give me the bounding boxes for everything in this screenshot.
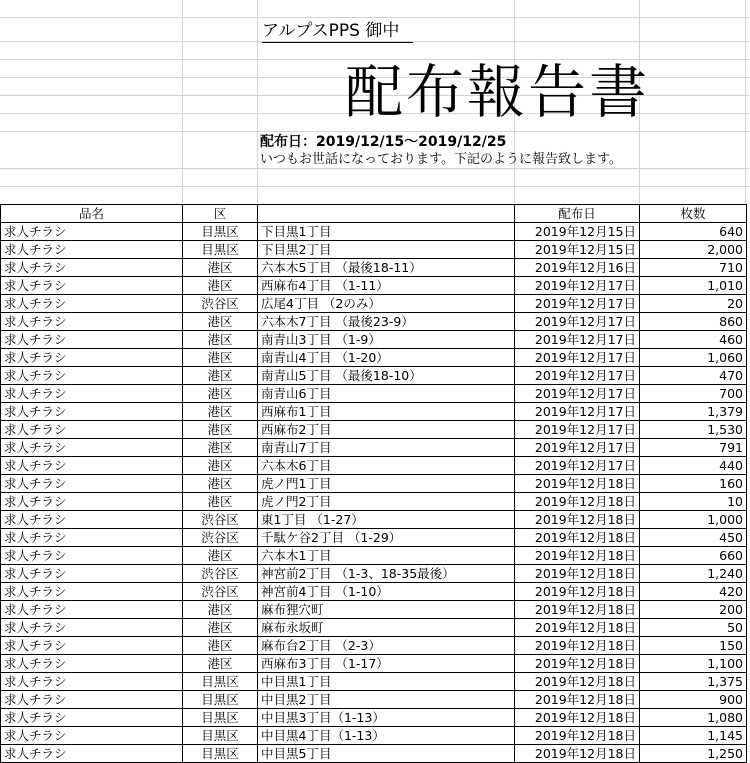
table-row xyxy=(1,529,747,547)
cell-ward[interactable]: 目黒区 xyxy=(183,727,258,745)
gridline xyxy=(0,17,750,18)
cell-area[interactable]: 南青山6丁目 xyxy=(258,385,515,403)
cell-count[interactable]: 640 xyxy=(640,223,747,241)
cell-ward[interactable]: 港区 xyxy=(183,655,258,673)
table-row xyxy=(1,673,747,691)
cell-area[interactable]: 中目黒3丁目（1-13） xyxy=(258,709,515,727)
cell-count[interactable]: 150 xyxy=(640,637,747,655)
cell-item[interactable]: 求人チラシ xyxy=(1,349,183,367)
cell-date[interactable]: 2019年12月18日 xyxy=(515,673,640,691)
cell-item[interactable]: 求人チラシ xyxy=(1,259,183,277)
cell-date[interactable]: 2019年12月18日 xyxy=(515,601,640,619)
cell-ward[interactable]: 目黒区 xyxy=(183,709,258,727)
cell-area[interactable]: 広尾4丁目 （2のみ） xyxy=(258,295,515,313)
table-row xyxy=(1,385,747,403)
cell-item[interactable]: 求人チラシ xyxy=(1,403,183,421)
cell-count[interactable]: 440 xyxy=(640,457,747,475)
cell-area[interactable]: 西麻布3丁目 （1-17） xyxy=(258,655,515,673)
cell-ward[interactable]: 港区 xyxy=(183,457,258,475)
cell-ward[interactable]: 港区 xyxy=(183,421,258,439)
gridline xyxy=(0,186,750,187)
cell-count[interactable]: 200 xyxy=(640,601,747,619)
cell-item[interactable]: 求人チラシ xyxy=(1,583,183,601)
cell-count[interactable]: 470 xyxy=(640,367,747,385)
cell-item[interactable]: 求人チラシ xyxy=(1,547,183,565)
cell-count[interactable]: 1,060 xyxy=(640,349,747,367)
cell-count[interactable]: 1,375 xyxy=(640,673,747,691)
cell-date[interactable]: 2019年12月17日 xyxy=(515,367,640,385)
cell-area[interactable]: 六本木1丁目 xyxy=(258,547,515,565)
cell-date[interactable]: 2019年12月18日 xyxy=(515,619,640,637)
cell-ward[interactable]: 港区 xyxy=(183,259,258,277)
cell-count[interactable]: 10 xyxy=(640,493,747,511)
cell-item[interactable]: 求人チラシ xyxy=(1,313,183,331)
cell-area[interactable]: 虎ノ門2丁目 xyxy=(258,493,515,511)
cell-count[interactable]: 1,379 xyxy=(640,403,747,421)
cell-item[interactable]: 求人チラシ xyxy=(1,385,183,403)
cell-ward[interactable]: 目黒区 xyxy=(183,745,258,763)
cell-area[interactable]: 南青山5丁目 （最後18-10） xyxy=(258,367,515,385)
cell-area[interactable]: 下目黒2丁目 xyxy=(258,241,515,259)
cell-count[interactable]: 1,530 xyxy=(640,421,747,439)
cell-ward[interactable]: 港区 xyxy=(183,277,258,295)
cell-date[interactable]: 2019年12月18日 xyxy=(515,691,640,709)
cell-ward[interactable]: 港区 xyxy=(183,637,258,655)
cell-ward[interactable]: 港区 xyxy=(183,475,258,493)
cell-area[interactable]: 麻布狸穴町 xyxy=(258,601,515,619)
cell-date[interactable]: 2019年12月17日 xyxy=(515,349,640,367)
cell-date[interactable]: 2019年12月18日 xyxy=(515,511,640,529)
table-row xyxy=(1,475,747,493)
table-row xyxy=(1,457,747,475)
table-row xyxy=(1,331,747,349)
report-table xyxy=(0,204,747,763)
table-row xyxy=(1,223,747,241)
cell-area[interactable]: 中目黒1丁目 xyxy=(258,673,515,691)
cell-item[interactable]: 求人チラシ xyxy=(1,295,183,313)
cell-count[interactable]: 710 xyxy=(640,259,747,277)
cell-item[interactable]: 求人チラシ xyxy=(1,331,183,349)
cell-item[interactable]: 求人チラシ xyxy=(1,457,183,475)
cell-date[interactable]: 2019年12月18日 xyxy=(515,547,640,565)
cell-area[interactable]: 西麻布4丁目 （1-11） xyxy=(258,277,515,295)
cell-count[interactable]: 460 xyxy=(640,331,747,349)
greeting-text: いつもお世話になっております。下記のように報告致します。 xyxy=(260,152,622,167)
cell-item[interactable]: 求人チラシ xyxy=(1,241,183,259)
cell-area[interactable]: 中目黒2丁目 xyxy=(258,691,515,709)
cell-ward[interactable]: 港区 xyxy=(183,619,258,637)
cell-area[interactable]: 南青山3丁目 （1-9） xyxy=(258,331,515,349)
cell-item[interactable]: 求人チラシ xyxy=(1,277,183,295)
cell-item[interactable]: 求人チラシ xyxy=(1,475,183,493)
table-row xyxy=(1,295,747,313)
cell-date[interactable]: 2019年12月18日 xyxy=(515,583,640,601)
table-row xyxy=(1,637,747,655)
cell-area[interactable]: 神宮前2丁目 （1-3、18-35最後） xyxy=(258,565,515,583)
cell-date[interactable]: 2019年12月16日 xyxy=(515,259,640,277)
table-row xyxy=(1,709,747,727)
cell-count[interactable]: 1,240 xyxy=(640,565,747,583)
cell-ward[interactable]: 港区 xyxy=(183,601,258,619)
cell-date[interactable]: 2019年12月18日 xyxy=(515,655,640,673)
cell-count[interactable]: 860 xyxy=(640,313,747,331)
cell-ward[interactable]: 渋谷区 xyxy=(183,583,258,601)
cell-count[interactable]: 420 xyxy=(640,583,747,601)
cell-item[interactable]: 求人チラシ xyxy=(1,709,183,727)
table-row xyxy=(1,403,747,421)
cell-date[interactable]: 2019年12月18日 xyxy=(515,709,640,727)
cell-count[interactable]: 20 xyxy=(640,295,747,313)
column-header-date[interactable]: 配布日 xyxy=(515,205,640,223)
table-row xyxy=(1,313,747,331)
table-row xyxy=(1,421,747,439)
cell-date[interactable]: 2019年12月15日 xyxy=(515,223,640,241)
addressee: アルプスPPS 御中 xyxy=(262,20,413,43)
cell-area[interactable]: 南青山7丁目 xyxy=(258,439,515,457)
gridline xyxy=(257,0,258,204)
cell-count[interactable]: 2,000 xyxy=(640,241,747,259)
cell-date[interactable]: 2019年12月17日 xyxy=(515,457,640,475)
cell-date[interactable]: 2019年12月17日 xyxy=(515,313,640,331)
cell-item[interactable]: 求人チラシ xyxy=(1,421,183,439)
cell-item[interactable]: 求人チラシ xyxy=(1,511,183,529)
cell-area[interactable]: 六本木7丁目 （最後23-9） xyxy=(258,313,515,331)
cell-item[interactable]: 求人チラシ xyxy=(1,727,183,745)
cell-ward[interactable]: 港区 xyxy=(183,367,258,385)
cell-ward[interactable]: 港区 xyxy=(183,313,258,331)
cell-date[interactable]: 2019年12月17日 xyxy=(515,295,640,313)
column-header-item[interactable]: 品名 xyxy=(1,205,183,223)
cell-item[interactable]: 求人チラシ xyxy=(1,745,183,763)
column-header-count[interactable]: 枚数 xyxy=(640,205,747,223)
table-row xyxy=(1,493,747,511)
cell-ward[interactable]: 港区 xyxy=(183,385,258,403)
cell-ward[interactable]: 港区 xyxy=(183,493,258,511)
cell-date[interactable]: 2019年12月18日 xyxy=(515,565,640,583)
cell-area[interactable]: 西麻布1丁目 xyxy=(258,403,515,421)
table-row xyxy=(1,241,747,259)
cell-item[interactable]: 求人チラシ xyxy=(1,493,183,511)
cell-area[interactable]: 麻布永坂町 xyxy=(258,619,515,637)
cell-date[interactable]: 2019年12月18日 xyxy=(515,727,640,745)
table-row xyxy=(1,565,747,583)
cell-ward[interactable]: 港区 xyxy=(183,349,258,367)
cell-item[interactable]: 求人チラシ xyxy=(1,619,183,637)
cell-area[interactable]: 中目黒4丁目（1-13） xyxy=(258,727,515,745)
cell-date[interactable]: 2019年12月17日 xyxy=(515,421,640,439)
cell-area[interactable]: 虎ノ門1丁目 xyxy=(258,475,515,493)
cell-ward[interactable]: 目黒区 xyxy=(183,691,258,709)
table-header-row xyxy=(1,205,747,223)
column-header-ward[interactable]: 区 xyxy=(183,205,258,223)
cell-ward[interactable]: 港区 xyxy=(183,331,258,349)
cell-ward[interactable]: 港区 xyxy=(183,403,258,421)
cell-item[interactable]: 求人チラシ xyxy=(1,655,183,673)
table-row xyxy=(1,745,747,763)
cell-date[interactable]: 2019年12月18日 xyxy=(515,745,640,763)
cell-count[interactable]: 1,145 xyxy=(640,727,747,745)
cell-area[interactable]: 南青山4丁目 （1-20） xyxy=(258,349,515,367)
cell-ward[interactable]: 港区 xyxy=(183,547,258,565)
cell-item[interactable]: 求人チラシ xyxy=(1,565,183,583)
cell-count[interactable]: 450 xyxy=(640,529,747,547)
cell-ward[interactable]: 渋谷区 xyxy=(183,295,258,313)
table-row xyxy=(1,511,747,529)
column-header-area[interactable] xyxy=(258,205,515,223)
cell-date[interactable]: 2019年12月17日 xyxy=(515,277,640,295)
cell-date[interactable]: 2019年12月18日 xyxy=(515,637,640,655)
table-body xyxy=(1,223,747,763)
cell-area[interactable]: 六本木6丁目 xyxy=(258,457,515,475)
table-row xyxy=(1,583,747,601)
cell-count[interactable]: 700 xyxy=(640,385,747,403)
cell-date[interactable]: 2019年12月17日 xyxy=(515,439,640,457)
cell-area[interactable]: 下目黒1丁目 xyxy=(258,223,515,241)
gridline xyxy=(0,168,750,169)
cell-date[interactable]: 2019年12月15日 xyxy=(515,241,640,259)
cell-count[interactable]: 50 xyxy=(640,619,747,637)
cell-item[interactable]: 求人チラシ xyxy=(1,691,183,709)
gridline xyxy=(0,131,750,132)
cell-count[interactable]: 1,000 xyxy=(640,511,747,529)
cell-area[interactable]: 千駄ケ谷2丁目 （1-29） xyxy=(258,529,515,547)
table-row xyxy=(1,277,747,295)
cell-date[interactable]: 2019年12月18日 xyxy=(515,529,640,547)
cell-area[interactable]: 六本木5丁目 （最後18-11） xyxy=(258,259,515,277)
cell-item[interactable]: 求人チラシ xyxy=(1,673,183,691)
cell-ward[interactable]: 港区 xyxy=(183,439,258,457)
distribution-period: 配布日：2019/12/15～2019/12/25 xyxy=(260,134,507,150)
cell-area[interactable]: 神宮前4丁目 （1-10） xyxy=(258,583,515,601)
cell-date[interactable]: 2019年12月17日 xyxy=(515,385,640,403)
cell-area[interactable]: 中目黒5丁目 xyxy=(258,745,515,763)
cell-area[interactable]: 西麻布2丁目 xyxy=(258,421,515,439)
cell-item[interactable]: 求人チラシ xyxy=(1,637,183,655)
cell-count[interactable]: 1,250 xyxy=(640,745,747,763)
cell-item[interactable]: 求人チラシ xyxy=(1,601,183,619)
cell-item[interactable]: 求人チラシ xyxy=(1,367,183,385)
cell-item[interactable]: 求人チラシ xyxy=(1,439,183,457)
cell-count[interactable]: 660 xyxy=(640,547,747,565)
cell-ward[interactable]: 渋谷区 xyxy=(183,565,258,583)
table-row xyxy=(1,439,747,457)
gridline xyxy=(745,0,746,204)
table-row xyxy=(1,547,747,565)
cell-count[interactable]: 160 xyxy=(640,475,747,493)
cell-count[interactable]: 791 xyxy=(640,439,747,457)
table-row xyxy=(1,727,747,745)
cell-ward[interactable]: 目黒区 xyxy=(183,241,258,259)
table-row xyxy=(1,655,747,673)
table-row xyxy=(1,601,747,619)
cell-ward[interactable]: 渋谷区 xyxy=(183,529,258,547)
gridline xyxy=(182,0,183,204)
cell-count[interactable]: 900 xyxy=(640,691,747,709)
cell-ward[interactable]: 目黒区 xyxy=(183,673,258,691)
cell-date[interactable]: 2019年12月18日 xyxy=(515,475,640,493)
table-row xyxy=(1,367,747,385)
table-row xyxy=(1,259,747,277)
cell-area[interactable]: 東1丁目 （1-27） xyxy=(258,511,515,529)
cell-date[interactable]: 2019年12月18日 xyxy=(515,493,640,511)
cell-count[interactable]: 1,010 xyxy=(640,277,747,295)
cell-item[interactable]: 求人チラシ xyxy=(1,223,183,241)
cell-ward[interactable]: 目黒区 xyxy=(183,223,258,241)
page-title: 配布報告書 xyxy=(345,58,651,126)
table-row xyxy=(1,619,747,637)
cell-count[interactable]: 1,080 xyxy=(640,709,747,727)
cell-date[interactable]: 2019年12月17日 xyxy=(515,403,640,421)
cell-item[interactable]: 求人チラシ xyxy=(1,529,183,547)
cell-date[interactable]: 2019年12月17日 xyxy=(515,331,640,349)
cell-ward[interactable]: 渋谷区 xyxy=(183,511,258,529)
cell-area[interactable]: 麻布台2丁目 （2-3） xyxy=(258,637,515,655)
cell-count[interactable]: 1,100 xyxy=(640,655,747,673)
table-row xyxy=(1,349,747,367)
table-row xyxy=(1,691,747,709)
